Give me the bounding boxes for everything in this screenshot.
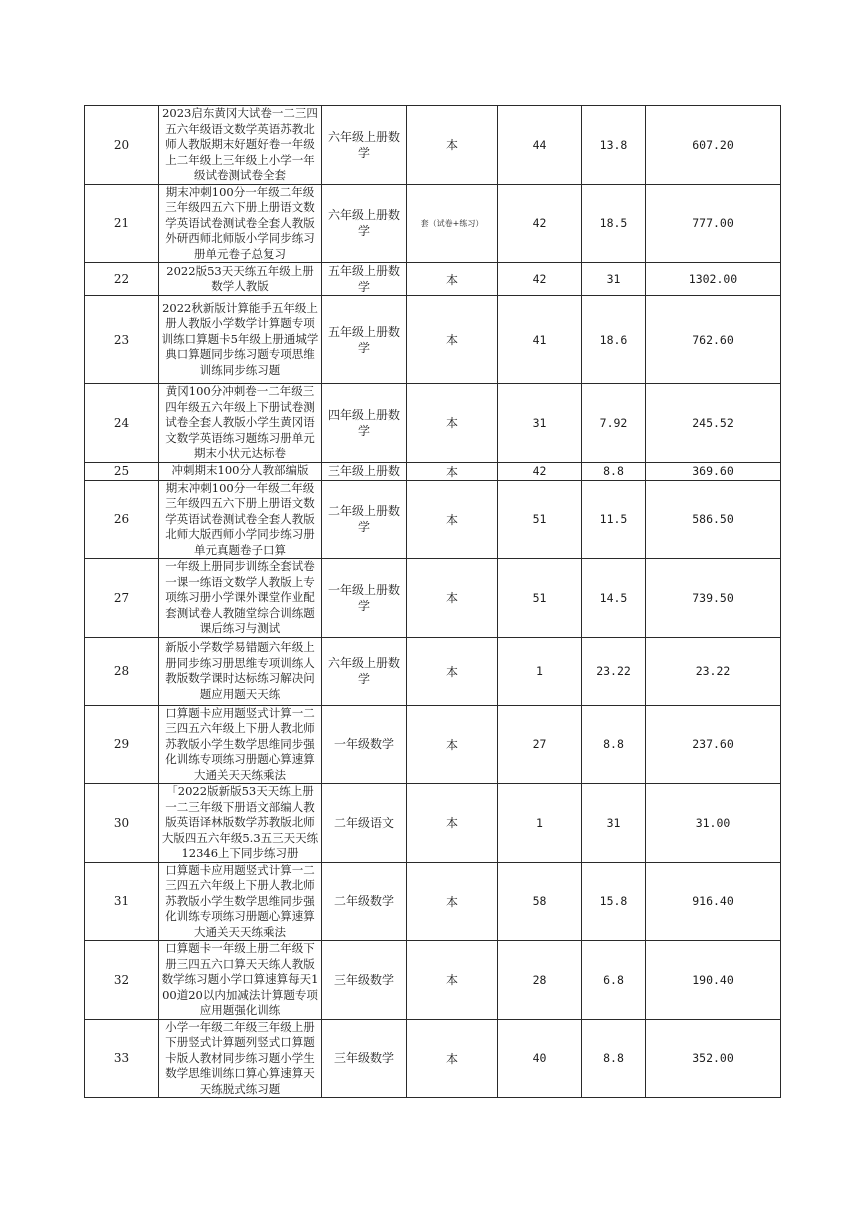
table-row [85,705,781,784]
unit-price: 11.5 [582,480,646,559]
grade-subject: 五年级上册数学 [322,296,407,384]
unit-label: 套（试卷+练习） [407,184,498,263]
amount: 352.00 [646,1019,781,1098]
order-table [84,105,781,1098]
quantity: 42 [498,184,582,263]
table-row [85,941,781,1020]
table-row [85,462,781,480]
unit-price: 8.8 [582,1019,646,1098]
quantity: 42 [498,263,582,296]
unit-price: 8.8 [582,705,646,784]
book-title: 一年级上册同步训练全套试卷一课一练语文数学人教版上专项练习册小学课外课堂作业配套测试卷人教随堂综合训练题课后练习与测试 [159,559,322,638]
row-number: 26 [85,480,159,559]
quantity: 31 [498,384,582,463]
book-title: 2022秋新版计算能手五年级上册人教版小学数学计算题专项训练口算题卡5年级上册通城学典口算题同步练习题专项思维训练同步练习题 [159,296,322,384]
grade-subject: 四年级上册数学 [322,384,407,463]
unit-price: 18.5 [582,184,646,263]
book-title: 「2022版新版53天天练上册一二三年级下册语文部编人教版英语译林版数学苏教版北师大版四五六年级5.3五三天天练12346上下同步练习册 [159,784,322,863]
unit-price: 18.6 [582,296,646,384]
book-title: 冲刺期末100分人教部编版 [159,462,322,480]
table-row [85,862,781,941]
grade-subject: 二年级上册数学 [322,480,407,559]
unit-price: 13.8 [582,106,646,185]
unit-label: 本 [407,705,498,784]
quantity: 58 [498,862,582,941]
amount: 1302.00 [646,263,781,296]
row-number: 21 [85,184,159,263]
row-number: 30 [85,784,159,863]
amount: 916.40 [646,862,781,941]
book-title: 口算题卡应用题竖式计算一二三四五六年级上下册人教北师苏教版小学生数学思维同步强化训练专项练习册题心算速算大通关天天练乘法 [159,862,322,941]
grade-subject: 二年级语文 [322,784,407,863]
table-row [85,384,781,463]
quantity: 41 [498,296,582,384]
unit-price: 14.5 [582,559,646,638]
row-number: 22 [85,263,159,296]
quantity: 1 [498,637,582,705]
row-number: 25 [85,462,159,480]
book-title: 黄冈100分冲刺卷一二年级三四年级五六年级上下册试卷测试卷全套人教版小学生黄冈语文数学英语练习题练习册单元期末小状元达标卷 [159,384,322,463]
grade-subject: 一年级上册数学 [322,559,407,638]
grade-subject: 二年级数学 [322,862,407,941]
quantity: 51 [498,480,582,559]
unit-price: 31 [582,263,646,296]
unit-label: 本 [407,106,498,185]
unit-price: 8.8 [582,462,646,480]
book-title: 2023启东黄冈大试卷一二三四五六年级语文数学英语苏教北师人教版期末好题好卷一年级上二年级上三年级上小学一年级试卷测试卷全套 [159,106,322,185]
table-row [85,263,781,296]
table-row [85,296,781,384]
quantity: 42 [498,462,582,480]
unit-label: 本 [407,637,498,705]
book-title: 2022版53天天练五年级上册数学人教版 [159,263,322,296]
table-row [85,1019,781,1098]
row-number: 20 [85,106,159,185]
quantity: 40 [498,1019,582,1098]
row-number: 29 [85,705,159,784]
row-number: 28 [85,637,159,705]
amount: 777.00 [646,184,781,263]
book-title: 期末冲刺100分一年级二年级三年级四五六下册上册语文数学英语试卷测试卷全套人教版外研西师北师版小学同步练习册单元卷子总复习 [159,184,322,263]
row-number: 27 [85,559,159,638]
row-number: 33 [85,1019,159,1098]
quantity: 51 [498,559,582,638]
grade-subject: 一年级数学 [322,705,407,784]
book-title: 新版小学数学易错题六年级上册同步练习册思维专项训练人教版数学课时达标练习解决问题应用题天天练 [159,637,322,705]
grade-subject: 六年级上册数学 [322,184,407,263]
row-number: 32 [85,941,159,1020]
unit-price: 6.8 [582,941,646,1020]
grade-subject: 三年级数学 [322,941,407,1020]
amount: 739.50 [646,559,781,638]
amount: 369.60 [646,462,781,480]
book-title: 小学一年级二年级三年级上册下册竖式计算题列竖式口算题卡版人教材同步练习题小学生数学思维训练口算心算速算天天练脱式练习题 [159,1019,322,1098]
quantity: 28 [498,941,582,1020]
unit-label: 本 [407,941,498,1020]
quantity: 27 [498,705,582,784]
unit-label: 本 [407,1019,498,1098]
unit-label: 本 [407,296,498,384]
table-row [85,480,781,559]
unit-label: 本 [407,862,498,941]
unit-price: 15.8 [582,862,646,941]
grade-subject: 三年级上册数 [322,462,407,480]
amount: 23.22 [646,637,781,705]
table-row [85,637,781,705]
amount: 245.52 [646,384,781,463]
amount: 607.20 [646,106,781,185]
unit-label: 本 [407,480,498,559]
row-number: 24 [85,384,159,463]
grade-subject: 六年级上册数学 [322,637,407,705]
quantity: 1 [498,784,582,863]
unit-price: 7.92 [582,384,646,463]
table-row [85,784,781,863]
book-title: 口算题卡一年级上册二年级下册三四五六口算天天练人教版数学练习题小学口算速算每天100道20以内加减法计算题专项应用题强化训练 [159,941,322,1020]
grade-subject: 六年级上册数学 [322,106,407,185]
unit-label: 本 [407,263,498,296]
amount: 586.50 [646,480,781,559]
amount: 237.60 [646,705,781,784]
quantity: 44 [498,106,582,185]
amount: 31.00 [646,784,781,863]
unit-price: 23.22 [582,637,646,705]
unit-price: 31 [582,784,646,863]
amount: 762.60 [646,296,781,384]
unit-label: 本 [407,784,498,863]
table-row [85,559,781,638]
table-row [85,184,781,263]
amount: 190.40 [646,941,781,1020]
unit-label: 本 [407,462,498,480]
grade-subject: 三年级数学 [322,1019,407,1098]
book-title: 期末冲刺100分一年级二年级三年级四五六下册上册语文数学英语试卷测试卷全套人教版北师大版西师小学同步练习册单元真题卷子口算 [159,480,322,559]
row-number: 31 [85,862,159,941]
unit-label: 本 [407,384,498,463]
row-number: 23 [85,296,159,384]
table-row [85,106,781,185]
book-title: 口算题卡应用题竖式计算一二三四五六年级上下册人教北师苏教版小学生数学思维同步强化训练专项练习册题心算速算大通关天天练乘法 [159,705,322,784]
unit-label: 本 [407,559,498,638]
grade-subject: 五年级上册数学 [322,263,407,296]
